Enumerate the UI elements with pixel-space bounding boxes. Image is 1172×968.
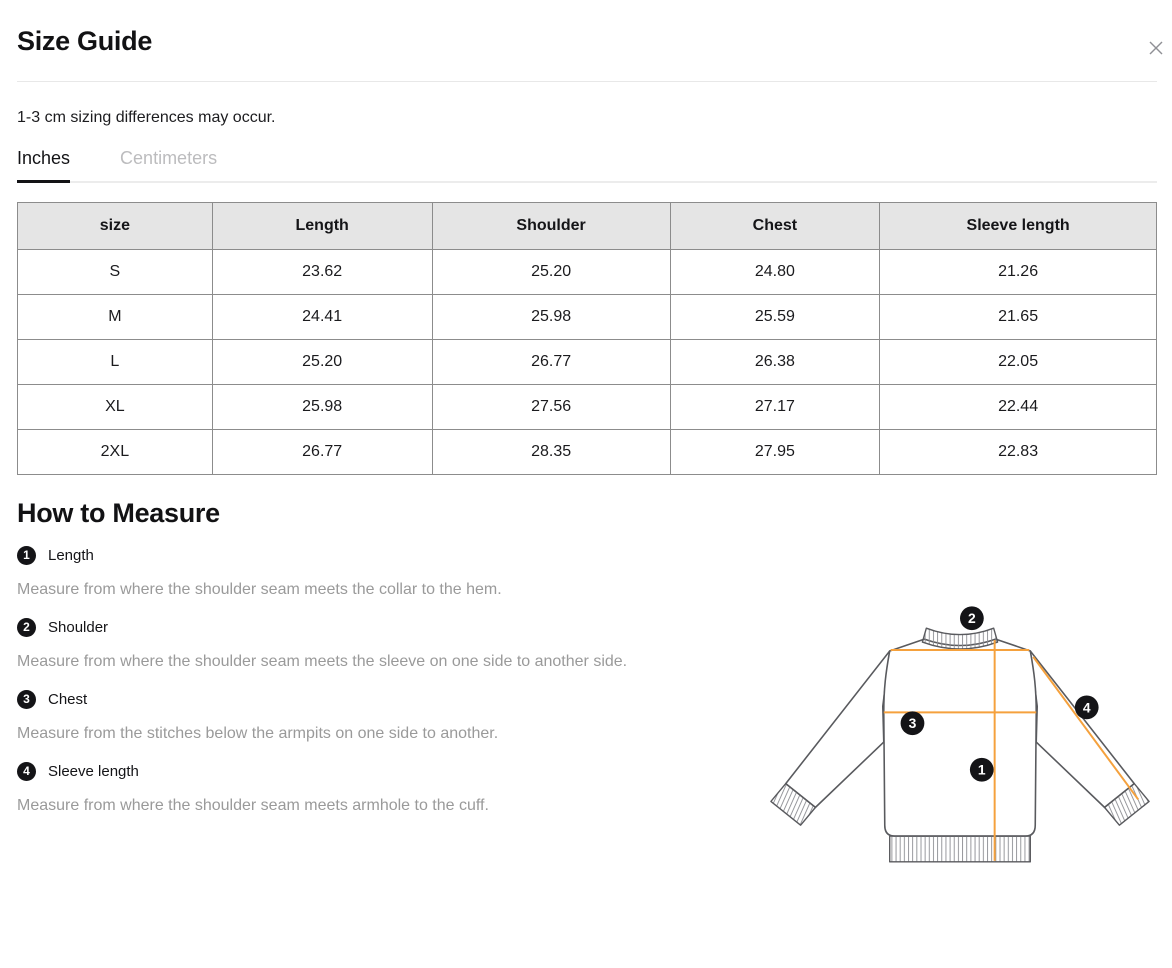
size-table-header-row — [18, 203, 1157, 250]
measure-label: Length — [48, 546, 94, 564]
size-table — [17, 202, 1157, 475]
measurement-cell: 25.20 — [212, 340, 432, 385]
sweater-hem-rib — [890, 836, 1031, 862]
measure-section — [17, 545, 1172, 895]
measure-label: Sleeve length — [48, 762, 139, 780]
step-number-badge: 1 — [17, 546, 36, 565]
measurement-cell: 26.77 — [432, 340, 670, 385]
sweater-left-sleeve — [786, 651, 890, 807]
size-cell: S — [18, 250, 213, 295]
measurement-cell: 27.17 — [670, 385, 880, 430]
svg-text:4: 4 — [1082, 699, 1091, 716]
measurement-cell: 26.77 — [212, 430, 432, 475]
measure-description: Measure from where the shoulder seam meets the sleeve on one side to another side. — [17, 653, 628, 670]
measure-label-row — [17, 545, 757, 565]
size-table-row — [18, 430, 1157, 475]
measurement-cell: 25.20 — [432, 250, 670, 295]
size-table-header-cell: Length — [212, 203, 432, 250]
measurement-cell: 23.62 — [212, 250, 432, 295]
svg-text:2: 2 — [968, 610, 976, 627]
size-cell: M — [18, 295, 213, 340]
step-number-badge: 4 — [17, 762, 36, 781]
measure-label-row — [17, 617, 757, 637]
step-number-badge: 2 — [17, 618, 36, 637]
sweater-measurement-diagram — [762, 601, 1158, 889]
tab-centimeters[interactable]: Centimeters — [120, 148, 217, 181]
diagram-badge-3 — [901, 711, 925, 735]
measurement-cell: 21.65 — [880, 295, 1157, 340]
measure-label-row — [17, 761, 757, 781]
measure-label: Chest — [48, 690, 88, 708]
size-guide-modal — [0, 26, 1172, 968]
measurement-cell: 22.44 — [880, 385, 1157, 430]
size-table-header-cell: Sleeve length — [880, 203, 1157, 250]
sweater-body — [884, 639, 1036, 836]
sweater-collar-rib — [922, 628, 997, 649]
measure-description: Measure from where the shoulder seam meets the collar to the hem. — [17, 581, 502, 598]
size-table-row — [18, 295, 1157, 340]
size-table-row — [18, 250, 1157, 295]
measurement-cell: 27.95 — [670, 430, 880, 475]
measurement-cell: 28.35 — [432, 430, 670, 475]
sizing-note: 1-3 cm sizing differences may occur. — [17, 109, 276, 126]
measure-description: Measure from the stitches below the armpits on one side to another. — [17, 725, 499, 742]
size-cell: XL — [18, 385, 213, 430]
diagram-badge-1 — [970, 758, 994, 782]
size-cell: 2XL — [18, 430, 213, 475]
svg-text:3: 3 — [908, 715, 917, 732]
measure-label: Shoulder — [48, 618, 109, 636]
measure-item — [17, 617, 757, 673]
svg-text:1: 1 — [977, 761, 986, 778]
size-table-row — [18, 340, 1157, 385]
measure-item — [17, 689, 757, 745]
unit-tabs — [17, 148, 1157, 183]
step-number-badge: 3 — [17, 690, 36, 709]
size-table-header-cell: Shoulder — [432, 203, 670, 250]
tab-inches[interactable]: Inches — [17, 148, 70, 181]
measurement-cell: 25.98 — [212, 385, 432, 430]
close-icon — [1146, 38, 1166, 58]
measurement-cell: 24.80 — [670, 250, 880, 295]
size-table-row — [18, 385, 1157, 430]
measure-list — [17, 545, 757, 817]
measurement-cell: 25.98 — [432, 295, 670, 340]
size-table-body — [18, 250, 1157, 475]
measure-item — [17, 761, 757, 817]
size-table-header-cell: size — [18, 203, 213, 250]
measure-item — [17, 545, 757, 601]
measurement-cell: 21.26 — [880, 250, 1157, 295]
page-title: Size Guide — [17, 26, 153, 56]
diagram-badge-4 — [1075, 696, 1099, 720]
size-table-header-cell: Chest — [670, 203, 880, 250]
measurement-cell: 24.41 — [212, 295, 432, 340]
measurement-cell: 26.38 — [670, 340, 880, 385]
measurement-cell: 22.05 — [880, 340, 1157, 385]
measure-description: Measure from where the shoulder seam meets armhole to the cuff. — [17, 797, 489, 814]
how-to-measure-heading: How to Measure — [17, 498, 220, 528]
diagram-badge-2 — [960, 606, 984, 630]
size-cell: L — [18, 340, 213, 385]
title-divider — [17, 81, 1157, 82]
measurement-cell: 27.56 — [432, 385, 670, 430]
measure-label-row — [17, 689, 757, 709]
close-button[interactable] — [1146, 38, 1166, 58]
measurement-cell: 22.83 — [880, 430, 1157, 475]
measurement-cell: 25.59 — [670, 295, 880, 340]
